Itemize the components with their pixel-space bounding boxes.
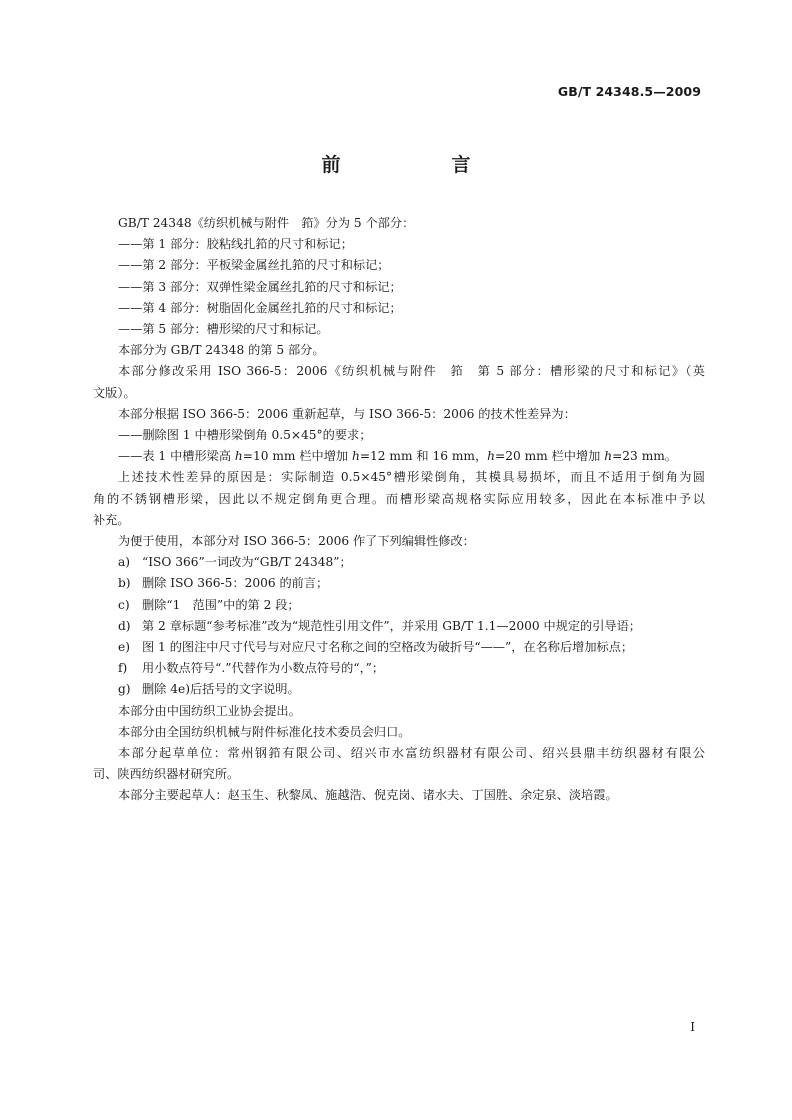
list-marker: d) xyxy=(118,618,131,633)
paragraph-line xyxy=(93,404,705,425)
line-text: 角的不锈钢槽形梁，因此以不规定倒角更合理。而槽形梁高规格实际应用较多，因此在本标准中予以 xyxy=(93,491,705,506)
paragraph-line xyxy=(93,722,705,743)
line-text: GB/T 24348《纺织机械与附件 筘》分为 5 个部分： xyxy=(118,216,415,230)
paragraph-line xyxy=(93,213,705,234)
line-text: 第 2 章标题“参考标准”改为“规范性引用文件”，并采用 GB/T 1.1—2000 中规定的引导语； xyxy=(142,618,641,633)
line-text: 本部分为 GB/T 24348 的第 5 部分。 xyxy=(118,343,325,358)
page-number: I xyxy=(690,1020,695,1034)
list-marker: b) xyxy=(118,576,131,591)
paragraph-line xyxy=(93,467,705,488)
line-text: 删除“1 范围”中的第 2 段； xyxy=(142,597,300,612)
paragraph-line xyxy=(93,679,705,700)
list-marker: e) xyxy=(118,640,130,655)
paragraph-line xyxy=(93,595,705,616)
paragraph-line xyxy=(93,552,705,573)
foreword-body xyxy=(93,213,705,807)
line-text: ——表 1 中槽形梁高 h=10 mm 栏中增加 h=12 mm 和 16 mm，h=20 mm 栏中增加 h=23 mm。 xyxy=(118,449,677,464)
paragraph-line xyxy=(93,425,705,446)
list-marker: g) xyxy=(118,682,131,697)
line-text: “ISO 366”一词改为“GB/T 24348”； xyxy=(142,555,352,570)
line-text: 本部分根据 ISO 366-5：2006 重新起草，与 ISO 366-5：2006 的技术性差异为： xyxy=(118,406,576,421)
standard-number: GB/T 24348.5—2009 xyxy=(557,84,701,99)
line-text: 为便于使用，本部分对 ISO 366-5：2006 作了下列编辑性修改： xyxy=(118,534,475,549)
line-text: 删除 ISO 366-5：2006 的前言； xyxy=(142,576,329,591)
paragraph-line xyxy=(93,489,705,510)
line-text: 上述技术性差异的原因是：实际制造 0.5×45°槽形梁倒角，其模具易损坏，而且不适用于倒角为圆 xyxy=(118,470,705,485)
line-text: ——第 4 部分：树脂固化金属丝扎筘的尺寸和标记； xyxy=(118,300,402,315)
paragraph-line xyxy=(93,764,705,785)
paragraph-line xyxy=(93,361,705,382)
paragraph-line xyxy=(93,298,705,319)
line-text: 用小数点符号“.”代替作为小数点符号的“，”； xyxy=(142,661,385,676)
paragraph-line xyxy=(93,701,705,722)
paragraph-line xyxy=(93,383,705,404)
line-text: 本部分由全国纺织机械与附件标准化技术委员会归口。 xyxy=(118,724,411,739)
paragraph-line xyxy=(93,277,705,298)
line-text: 本部分由中国纺织工业协会提出。 xyxy=(118,703,301,718)
list-marker: a) xyxy=(118,555,131,570)
paragraph-line xyxy=(93,510,705,531)
paragraph-line xyxy=(93,637,705,658)
paragraph-line xyxy=(93,319,705,340)
line-text: 补充。 xyxy=(93,512,130,527)
line-text: ——第 5 部分：槽形梁的尺寸和标记。 xyxy=(118,322,329,337)
paragraph-line xyxy=(93,743,705,764)
paragraph-line xyxy=(93,658,705,679)
line-text: 文版）。 xyxy=(93,385,136,400)
paragraph-line xyxy=(93,446,705,467)
line-text: ——第 1 部分：胶粘线扎筘的尺寸和标记； xyxy=(118,237,353,252)
line-text: ——第 2 部分：平板梁金属丝扎筘的尺寸和标记； xyxy=(118,258,390,273)
page-title: 前 言 xyxy=(321,154,517,176)
paragraph-line xyxy=(93,573,705,594)
list-marker: f) xyxy=(118,661,128,676)
line-text: 本部分修改采用 ISO 366-5：2006《纺织机械与附件 筘 第 5 部分：槽形梁的尺寸和标记》（英 xyxy=(118,364,705,379)
line-text: 图 1 的图注中尺寸代号与对应尺寸名称之间的空格改为破折号“——”，在名称后增加标点； xyxy=(142,640,634,655)
paragraph-line xyxy=(93,616,705,637)
line-text: 删除 4e)后括号的文字说明。 xyxy=(142,682,300,697)
line-text: ——第 3 部分：双弹性梁金属丝扎筘的尺寸和标记； xyxy=(118,279,402,294)
paragraph-line xyxy=(93,234,705,255)
paragraph-line xyxy=(93,785,705,806)
line-text: ——删除图 1 中槽形梁倒角 0.5×45°的要求； xyxy=(118,428,372,443)
paragraph-line xyxy=(93,531,705,552)
list-marker: c) xyxy=(118,597,130,612)
line-text: 本部分主要起草人：赵玉生、秋黎凤、施越浩、倪克岗、诸水夫、丁国胜、余定泉、淡培霞。 xyxy=(118,788,618,803)
line-text: 本部分起草单位：常州钢筘有限公司、绍兴市水富纺织器材有限公司、绍兴县鼎丰纺织器材有限公 xyxy=(118,746,705,761)
line-text: 司、陕西纺织器材研究所。 xyxy=(93,767,240,782)
paragraph-line xyxy=(93,340,705,361)
paragraph-line xyxy=(93,255,705,276)
